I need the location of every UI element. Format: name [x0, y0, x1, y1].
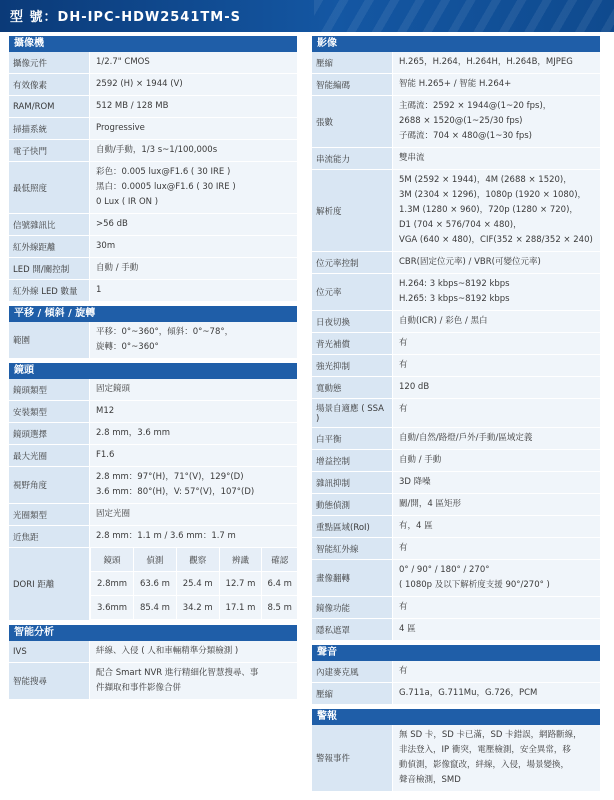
- spec-value-line: 自動/手動，1/3 s~1/100,000s: [96, 145, 218, 155]
- spec-label: 鏡頭選擇: [9, 423, 89, 444]
- spec-row: [9, 504, 297, 526]
- dori-label: DORI 距離: [9, 548, 89, 620]
- spec-row: [312, 274, 600, 311]
- spec-value: [89, 401, 297, 422]
- dori-cell: 3.6mm: [91, 596, 134, 620]
- spec-value-line: 1.3M (1280 × 960)，720p (1280 × 720)，: [399, 205, 578, 215]
- spec-label: 信號雜訊比: [9, 214, 89, 235]
- spec-value-line: H.264: 3 kbps~8192 kbps: [399, 279, 510, 289]
- spec-value-line: 有: [399, 543, 408, 553]
- section-header: 警報: [312, 709, 600, 725]
- spec-row: [312, 252, 600, 274]
- spec-value: [89, 423, 297, 444]
- spec-value: [89, 214, 297, 235]
- spec-label: 電子快門: [9, 140, 89, 161]
- spec-row: [9, 663, 297, 700]
- spec-row: [312, 52, 600, 74]
- spec-value: [89, 504, 297, 525]
- spec-value-line: 2.8 mm，3.6 mm: [96, 428, 171, 438]
- spec-value-line: 有，4 區: [399, 521, 433, 531]
- spec-value: [89, 118, 297, 139]
- spec-value-line: 30m: [96, 241, 116, 251]
- spec-value: [392, 725, 600, 791]
- spec-value-line: 0° / 90° / 180° / 270°: [399, 565, 490, 575]
- spec-row: [312, 96, 600, 148]
- spec-label: 警報事件: [312, 725, 392, 791]
- spec-row: [312, 516, 600, 538]
- spec-value-line: 絆線、入侵 ( 人和車輛精準分類檢測 ): [96, 646, 239, 656]
- dori-cell: 63.6 m: [134, 572, 177, 596]
- spec-value: [392, 597, 600, 618]
- spec-value: [392, 661, 600, 682]
- spec-row: [312, 170, 600, 252]
- dori-cell: 17.1 m: [219, 596, 262, 620]
- spec-row: [9, 96, 297, 118]
- spec-row: [9, 467, 297, 504]
- spec-value-line: 主碼流：2592 × 1944@(1~20 fps)，: [399, 101, 552, 111]
- spec-label: 雜訊抑制: [312, 472, 392, 493]
- spec-row: [312, 450, 600, 472]
- right-spec-column: [312, 36, 600, 792]
- spec-row: [312, 472, 600, 494]
- spec-value: [89, 379, 297, 400]
- spec-value-line: 子碼流：704 × 480@(1~30 fps): [399, 131, 532, 141]
- spec-value: [89, 52, 297, 73]
- spec-row: [9, 401, 297, 423]
- spec-label: 畫像翻轉: [312, 560, 392, 596]
- spec-row: [9, 140, 297, 162]
- spec-value-line: 1: [96, 285, 102, 295]
- spec-row: [312, 560, 600, 597]
- spec-value-line: 0 Lux ( IR ON ): [96, 197, 159, 207]
- spec-row: [9, 280, 297, 302]
- dori-cell: 34.2 m: [176, 596, 219, 620]
- dori-value: [89, 548, 297, 620]
- spec-value-line: 無 SD 卡，SD 卡已滿，SD 卡錯誤，網路斷線，: [399, 730, 582, 740]
- spec-value: [89, 467, 297, 503]
- spec-label: 重點區域(RoI): [312, 516, 392, 537]
- spec-row: [312, 597, 600, 619]
- spec-value-line: 512 MB / 128 MB: [96, 101, 169, 111]
- spec-value-line: H.265，H.264，H.264H，H.264B，MJPEG: [399, 57, 573, 67]
- spec-value-line: 件擷取和事件影像合併: [96, 683, 182, 693]
- spec-value-line: 自動/自然/路燈/戶外/手動/區域定義: [399, 433, 533, 443]
- spec-row: [9, 379, 297, 401]
- spec-label: 場景自適應 ( SSA ): [312, 399, 392, 427]
- banner-decoration: [314, 0, 614, 32]
- spec-value-line: 聲音檢測，SMD: [399, 775, 461, 785]
- spec-label: 隱私遮罩: [312, 619, 392, 640]
- spec-value-line: 3M (2304 × 1296)，1080p (1920 × 1080)，: [399, 190, 587, 200]
- spec-value-line: 3.6 mm：80°(H)，V: 57°(V)，107°(D): [96, 487, 255, 497]
- dori-header-cell: 鏡頭: [91, 548, 134, 572]
- spec-row: [9, 322, 297, 359]
- spec-value: [89, 280, 297, 301]
- spec-value: [392, 538, 600, 559]
- spec-label: 紅外線 LED 數量: [9, 280, 89, 301]
- spec-value: [392, 170, 600, 251]
- spec-row: [9, 526, 297, 548]
- spec-value: [392, 96, 600, 147]
- spec-label: 最大光圈: [9, 445, 89, 466]
- spec-value-line: 自動(ICR) / 彩色 / 黑白: [399, 316, 488, 326]
- spec-row: [9, 423, 297, 445]
- spec-value-line: Progressive: [96, 123, 145, 133]
- spec-value: [89, 96, 297, 117]
- spec-label: 位元率: [312, 274, 392, 310]
- spec-label: 紅外線距離: [9, 236, 89, 257]
- dori-cell: 12.7 m: [219, 572, 262, 596]
- spec-value: [392, 683, 600, 704]
- left-spec-column: [9, 36, 297, 700]
- spec-row: [9, 214, 297, 236]
- spec-value-line: 旋轉：0°~360°: [96, 342, 159, 352]
- spec-value-line: 固定光圈: [96, 509, 131, 519]
- section-header: 影像: [312, 36, 600, 52]
- spec-row: [312, 148, 600, 170]
- spec-value-line: 彩色：0.005 lux@F1.6 ( 30 IRE ): [96, 167, 231, 177]
- spec-value: [89, 236, 297, 257]
- dori-header-cell: 辨識: [219, 548, 262, 572]
- section-header: 智能分析: [9, 625, 297, 641]
- spec-row: [312, 377, 600, 399]
- spec-label: 增益控制: [312, 450, 392, 471]
- spec-value: [392, 560, 600, 596]
- spec-label: 智能搜尋: [9, 663, 89, 699]
- spec-value: [89, 526, 297, 547]
- spec-value: [392, 52, 600, 73]
- spec-label: 光圈類型: [9, 504, 89, 525]
- spec-value: [392, 74, 600, 95]
- spec-row: [312, 74, 600, 96]
- spec-value-line: 平移：0°~360°，傾斜：0°~78°，: [96, 327, 234, 337]
- spec-row: [9, 52, 297, 74]
- spec-value-line: 2.8 mm：1.1 m / 3.6 mm：1.7 m: [96, 531, 236, 541]
- spec-value-line: M12: [96, 406, 115, 416]
- spec-value: [392, 399, 600, 427]
- spec-value: [392, 472, 600, 493]
- spec-value-line: 動偵測，影像竄改，絆線，入侵，場景變換，: [399, 760, 570, 770]
- dori-cell: 8.5 m: [262, 596, 297, 620]
- dori-cell: 6.4 m: [262, 572, 297, 596]
- spec-row: [312, 311, 600, 333]
- spec-value-line: 固定鏡頭: [96, 384, 131, 394]
- spec-label: 安裝類型: [9, 401, 89, 422]
- spec-value: [392, 355, 600, 376]
- spec-value-line: 3D 降噪: [399, 477, 431, 487]
- spec-row: [312, 538, 600, 560]
- spec-row: [9, 74, 297, 96]
- spec-value-line: G.711a，G.711Mu，G.726，PCM: [399, 688, 538, 698]
- spec-value-line: 自動 / 手動: [399, 455, 442, 465]
- spec-value-line: 自動 / 手動: [96, 263, 139, 273]
- spec-value-line: 智能 H.265+ / 智能 H.264+: [399, 79, 512, 89]
- spec-label: 壓縮: [312, 683, 392, 704]
- spec-value-line: 2.8 mm：97°(H)，71°(V)，129°(D): [96, 472, 244, 482]
- spec-label: 有效像素: [9, 74, 89, 95]
- spec-value: [392, 619, 600, 640]
- spec-value: [89, 445, 297, 466]
- spec-value: [392, 494, 600, 515]
- dori-table: [90, 548, 297, 620]
- spec-label: 壓縮: [312, 52, 392, 73]
- spec-value-line: 有: [399, 360, 408, 370]
- dori-cell: 2.8mm: [91, 572, 134, 596]
- model-title: 型 號：DH-IPC-HDW2541TM-S: [10, 10, 241, 25]
- spec-value: [392, 148, 600, 169]
- spec-value: [89, 74, 297, 95]
- spec-value-line: 有: [399, 338, 408, 348]
- spec-value-line: 關/開，4 區矩形: [399, 499, 461, 509]
- spec-label: 範圍: [9, 322, 89, 358]
- spec-value: [392, 311, 600, 332]
- spec-row: [312, 494, 600, 516]
- dori-header-row: [91, 548, 298, 572]
- spec-value-line: 2688 × 1520@(1~25/30 fps): [399, 116, 523, 126]
- spec-value: [89, 140, 297, 161]
- spec-value: [392, 252, 600, 273]
- spec-label: 串流能力: [312, 148, 392, 169]
- spec-value-line: 配合 Smart NVR 進行精細化智慧搜尋、事: [96, 668, 259, 678]
- spec-label: IVS: [9, 641, 89, 662]
- spec-label: 位元率控制: [312, 252, 392, 273]
- spec-label: 張數: [312, 96, 392, 147]
- spec-value-line: 非法登入，IP 衝突，電壓檢測，安全異常，移: [399, 745, 571, 755]
- spec-value-line: 4 區: [399, 624, 416, 634]
- spec-value: [392, 516, 600, 537]
- section-header: 攝像機: [9, 36, 297, 52]
- spec-label: LED 開/關控制: [9, 258, 89, 279]
- spec-value: [392, 377, 600, 398]
- spec-value: [89, 162, 297, 213]
- dori-row: [9, 548, 297, 621]
- spec-label: 智能紅外線: [312, 538, 392, 559]
- spec-label: 白平衡: [312, 428, 392, 449]
- spec-row: [312, 355, 600, 377]
- spec-value-line: CBR(固定位元率) / VBR(可變位元率): [399, 257, 541, 267]
- spec-value: [89, 322, 297, 358]
- spec-value-line: ( 1080p 及以下解析度支援 90°/270° ): [399, 580, 550, 590]
- spec-value-line: 5M (2592 × 1944)，4M (2688 × 1520)，: [399, 175, 572, 185]
- spec-value: [392, 274, 600, 310]
- spec-label: 日夜切換: [312, 311, 392, 332]
- spec-row: [9, 162, 297, 214]
- spec-label: RAM/ROM: [9, 96, 89, 117]
- section-header: 鏡頭: [9, 363, 297, 379]
- spec-value: [392, 428, 600, 449]
- spec-value-line: 黑白：0.0005 lux@F1.6 ( 30 IRE ): [96, 182, 236, 192]
- spec-value: [89, 258, 297, 279]
- spec-value-line: 有: [399, 404, 408, 414]
- dori-data-row: [91, 596, 298, 620]
- dori-cell: 25.4 m: [176, 572, 219, 596]
- spec-label: 背光補償: [312, 333, 392, 354]
- dori-header-cell: 偵測: [134, 548, 177, 572]
- spec-value-line: 2592 (H) × 1944 (V): [96, 79, 183, 89]
- spec-value-line: 120 dB: [399, 382, 430, 392]
- dori-header-cell: 觀察: [176, 548, 219, 572]
- section-header: 聲音: [312, 645, 600, 661]
- spec-value-line: H.265: 3 kbps~8192 kbps: [399, 294, 510, 304]
- spec-value-line: 雙串流: [399, 153, 425, 163]
- spec-label: 掃描系統: [9, 118, 89, 139]
- spec-value-line: 有: [399, 602, 408, 612]
- spec-label: 動態偵測: [312, 494, 392, 515]
- spec-row: [312, 619, 600, 641]
- spec-value-line: F1.6: [96, 450, 115, 460]
- spec-label: 解析度: [312, 170, 392, 251]
- spec-row: [312, 661, 600, 683]
- spec-row: [312, 333, 600, 355]
- dori-cell: 85.4 m: [134, 596, 177, 620]
- dori-header-cell: 確認: [262, 548, 297, 572]
- spec-label: 鏡頭類型: [9, 379, 89, 400]
- spec-value-line: 1/2.7" CMOS: [96, 57, 150, 67]
- spec-label: 最低照度: [9, 162, 89, 213]
- spec-row: [9, 641, 297, 663]
- spec-label: 強光抑制: [312, 355, 392, 376]
- spec-value: [392, 333, 600, 354]
- spec-label: 內建麥克風: [312, 661, 392, 682]
- spec-row: [9, 445, 297, 467]
- title-banner: [0, 0, 614, 32]
- spec-value-line: D1 (704 × 576/704 × 480)，: [399, 220, 522, 230]
- spec-label: 視野角度: [9, 467, 89, 503]
- spec-value-line: >56 dB: [96, 219, 128, 229]
- section-header: 平移 / 傾斜 / 旋轉: [9, 306, 297, 322]
- spec-row: [9, 258, 297, 280]
- spec-label: 寬動態: [312, 377, 392, 398]
- spec-label: 近焦距: [9, 526, 89, 547]
- spec-row: [312, 399, 600, 428]
- spec-label: 鏡像功能: [312, 597, 392, 618]
- spec-row: [312, 428, 600, 450]
- spec-value-line: 有: [399, 666, 408, 676]
- spec-value-line: VGA (640 × 480)，CIF(352 × 288/352 × 240): [399, 235, 593, 245]
- spec-row: [9, 236, 297, 258]
- spec-row: [312, 725, 600, 792]
- spec-row: [312, 683, 600, 705]
- spec-value: [392, 450, 600, 471]
- spec-label: 攝像元件: [9, 52, 89, 73]
- dori-data-row: [91, 572, 298, 596]
- spec-value: [89, 663, 297, 699]
- spec-label: 智能編碼: [312, 74, 392, 95]
- spec-value: [89, 641, 297, 662]
- spec-row: [9, 118, 297, 140]
